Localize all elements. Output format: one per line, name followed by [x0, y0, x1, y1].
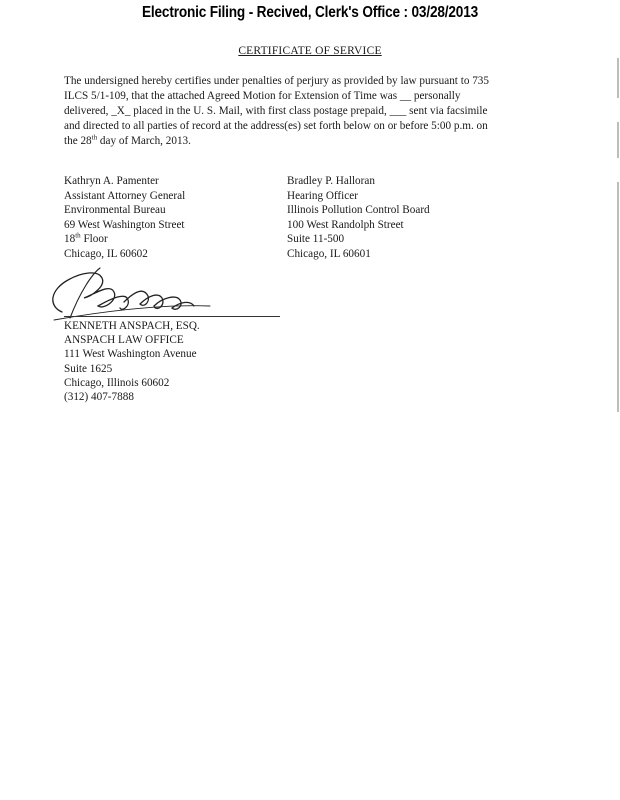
signer-phone: (312) 407-7888: [64, 391, 134, 404]
signer-city: Chicago, Illinois 60602: [64, 376, 170, 389]
paragraph-line: delivered, _X_ placed in the U. S. Mail, with first class postage prepaid, ___ sent via facsimile: [64, 105, 488, 117]
efiling-header-stamp: Electronic Filing - Recived, Clerk's Office : 03/28/2013: [141, 4, 479, 21]
ordinal-suffix: th: [91, 133, 98, 142]
party-floor: [64, 232, 185, 247]
signer-suite: Suite 1625: [64, 362, 113, 375]
signature-line: [64, 316, 280, 317]
party-name: Kathryn A. Pamenter: [64, 175, 159, 187]
paragraph-line: and directed to all parties of record at the address(es) set forth below on or before 5:00 p.m. on: [64, 120, 488, 132]
party-suite: Suite 11-500: [287, 233, 345, 245]
signature-stroke: [54, 306, 210, 320]
party-name: Bradley P. Halloran: [287, 175, 375, 187]
service-date-prefix: the 28: [64, 135, 92, 147]
signer-firm: ANSPACH LAW OFFICE: [64, 334, 184, 347]
floor-label: Floor: [80, 233, 108, 245]
document-title: CERTIFICATE OF SERVICE: [238, 45, 382, 57]
certification-paragraph: [64, 74, 554, 149]
signer-street: 111 West Washington Avenue: [64, 348, 197, 361]
paragraph-line: [64, 134, 554, 149]
party-bureau: Environmental Bureau: [64, 204, 166, 216]
page-edge-mark: [617, 122, 619, 158]
party-city: Chicago, IL 60601: [287, 247, 371, 260]
page-edge-mark: [617, 58, 619, 98]
paragraph-line: ILCS 5/1-109, that the attached Agreed Motion for Extension of Time was __ personally: [64, 90, 461, 102]
party-street: 100 West Randolph Street: [287, 218, 404, 231]
floor-number: 18: [64, 233, 76, 245]
handwritten-signature: [40, 262, 290, 322]
party-title: Assistant Attorney General: [64, 189, 186, 202]
party-title: Hearing Officer: [287, 189, 358, 202]
party-agency: Illinois Pollution Control Board: [287, 204, 430, 216]
service-party-hearing-officer: [287, 174, 430, 261]
page-edge-mark: [617, 182, 619, 412]
party-street: 69 West Washington Street: [64, 218, 185, 231]
party-city: Chicago, IL 60602: [64, 247, 148, 260]
signer-block: [64, 319, 200, 404]
ordinal-suffix: th: [75, 231, 81, 240]
paragraph-line: The undersigned hereby certifies under penalties of perjury as provided by law pursuant to 735: [64, 75, 489, 87]
service-party-attorney-general: [64, 174, 185, 261]
signer-name: KENNETH ANSPACH, ESQ.: [64, 320, 200, 332]
service-date-suffix: day of March, 2013.: [97, 135, 191, 147]
